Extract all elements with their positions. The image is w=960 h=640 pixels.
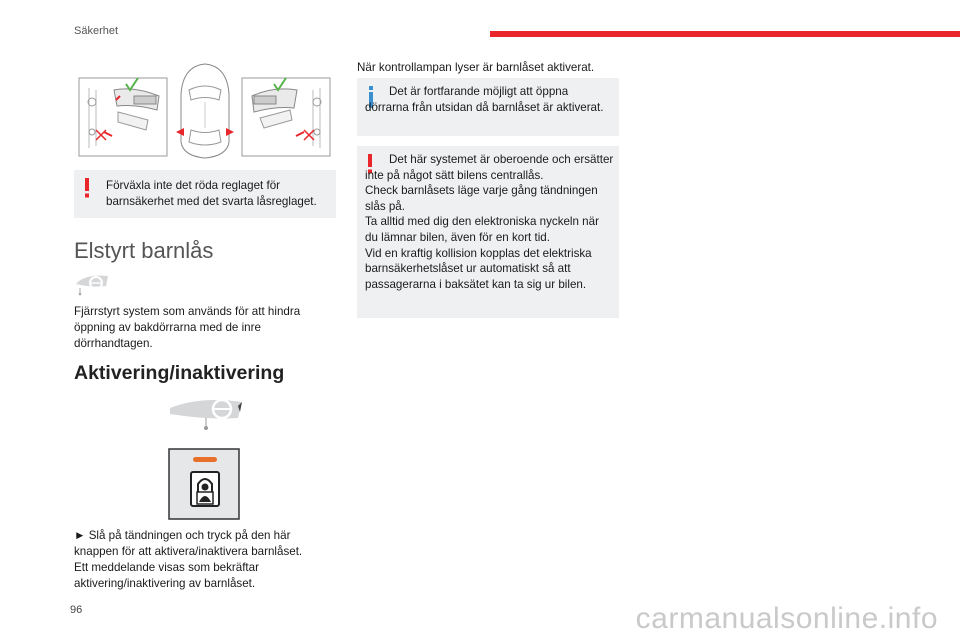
warning-line: Det här systemet är oberoende och ersätter inte på något sätt bilens centrallås. — [365, 153, 614, 182]
dashboard-steering-icon-large — [168, 396, 244, 439]
page-number: 96 — [70, 604, 83, 616]
child-lock-button-illustration — [168, 448, 240, 525]
section-heading-elstyrt: Elstyrt barnlås — [74, 238, 214, 263]
header-accent-bar — [490, 31, 960, 37]
aktivering-instructions — [74, 528, 336, 592]
warning-box-lever — [74, 170, 336, 218]
dashboard-steering-icon — [74, 272, 110, 301]
indicator-intro: När kontrollampan lyser är barnlåset aktiverat. — [357, 61, 595, 74]
elstyrt-description: Fjärrstyrt system som används för att hindra öppning av bakdörrarna med de inre dörrhandtagen. — [74, 305, 301, 350]
info-box — [357, 78, 619, 136]
warning-box-system — [357, 146, 619, 318]
warning-line: Check barnlåsets läge varje gång tändningen slås på. — [365, 184, 598, 213]
warning-text: Förväxla inte det röda reglaget för barnsäkerhet med det svarta låsreglaget. — [106, 179, 317, 208]
section-heading-aktivering: Aktivering/inaktivering — [74, 362, 285, 384]
info-text: Det är fortfarande möjligt att öppna dörrarna från utsidan då barnlåset är aktiverat. — [365, 85, 604, 114]
instruction-step: ► Slå på tändningen och tryck på den här knappen för att aktivera/inaktivera barnlåset. — [74, 529, 303, 558]
warning-exclamation-icon — [83, 178, 91, 203]
child-lock-illustration — [74, 60, 336, 160]
section-label: Säkerhet — [74, 25, 119, 37]
warning-line: Vid en kraftig kollision kopplas det elektriska barnsäkerhetslåset ur automatiskt så att passagerarna i baksätet kan ta sig ur bilen. — [365, 246, 592, 291]
instruction-confirmation: Ett meddelande visas som bekräftar aktivering/inaktivering av barnlåset. — [74, 561, 259, 590]
watermark: carmanualsonline.info — [635, 602, 938, 635]
warning-line: Ta alltid med dig den elektroniska nyckeln när du lämnar bilen, även för en kort tid. — [365, 215, 599, 244]
